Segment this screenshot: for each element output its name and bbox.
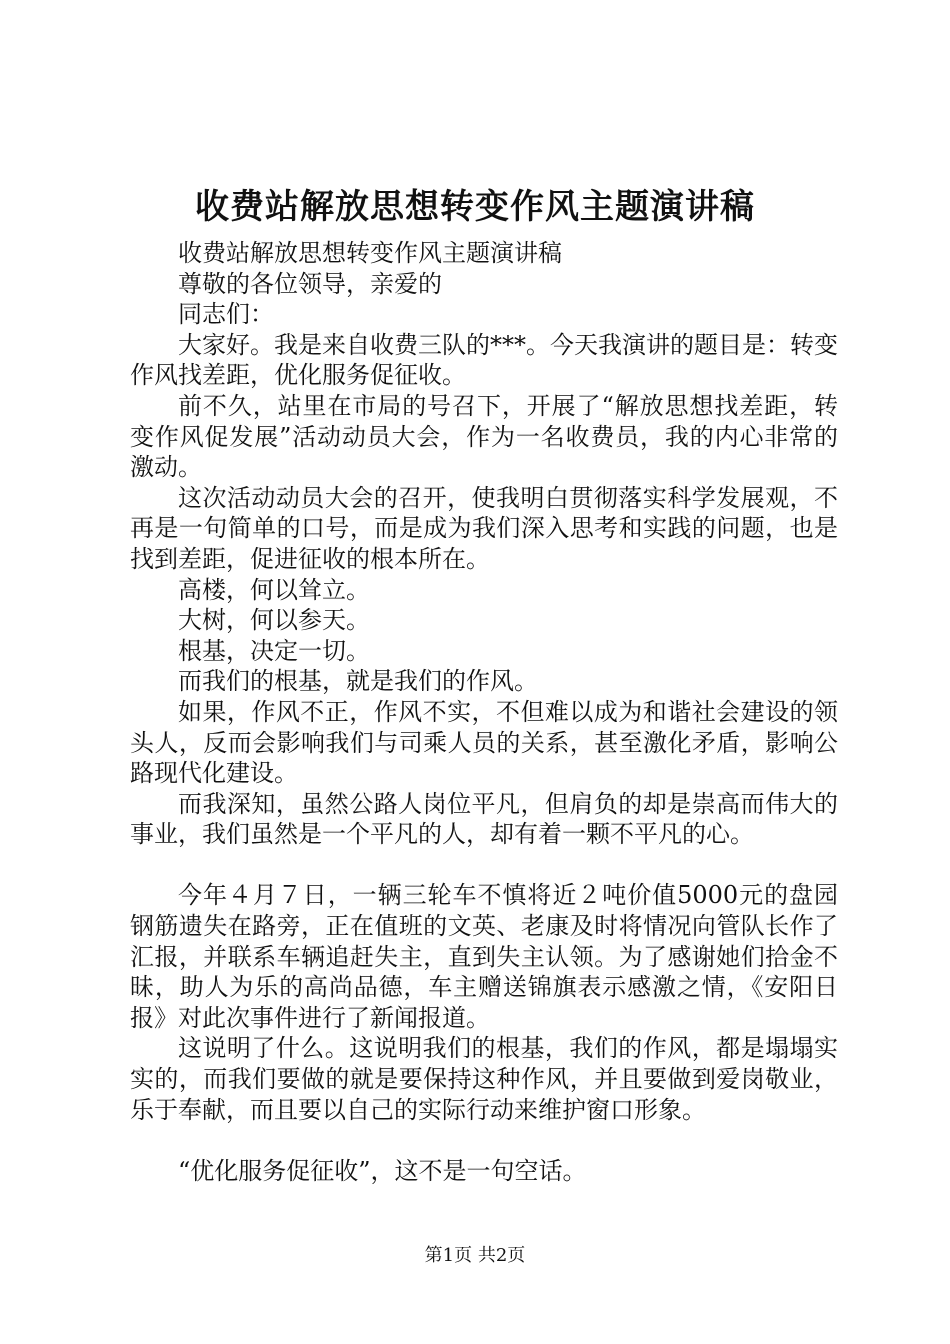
paragraph-4: 大家好。我是来自收费三队的***。今天我演讲的题目是：转变作风找差距，优化服务促征收。	[130, 330, 838, 390]
paragraph-15: “优化服务促征收”，这不是一句空话。	[178, 1156, 587, 1185]
paragraph-11: 如果，作风不正，作风不实，不但难以成为和谐社会建设的领头人，反而会影响我们与司乘人员的关系，甚至激化矛盾，影响公路现代化建设。	[130, 697, 838, 788]
document-body	[130, 238, 838, 1186]
paragraph-10: 而我们的根基，就是我们的作风。	[178, 667, 538, 696]
blank-line	[130, 1125, 838, 1156]
paragraph-8: 大树，何以参天。	[178, 606, 370, 635]
paragraph-3: 同志们：	[178, 300, 274, 329]
document-title: 收费站解放思想转变作风主题演讲稿	[195, 187, 755, 227]
paragraph-1: 收费站解放思想转变作风主题演讲稿	[178, 239, 562, 267]
paragraph-13: 今年４月７日，一辆三轮车不慎将近２吨价值5000元的盘园钢筋遗失在路旁，正在值班的文英、老康及时将情况向管队长作了汇报，并联系车辆追赶失主，直到失主认领。为了感谢她们拾金不昧，助人为乐的高尚品德，车主赠送锦旗表示感激之情，《安阳日报》对此次事件进行了新闻报道。	[130, 881, 838, 1032]
paragraph-14: 这说明了什么。这说明我们的根基，我们的作风，都是塌塌实实的，而我们要做的就是要保持这种作风，并且要做到爱岗敬业，乐于奉献，而且要以自己的实际行动来维护窗口形象。	[130, 1034, 838, 1124]
paragraph-12: 而我深知，虽然公路人岗位平凡，但肩负的却是崇高而伟大的事业，我们虽然是一个平凡的人，却有着一颗不平凡的心。	[130, 789, 838, 849]
page-footer: 第1页 共2页	[424, 1245, 526, 1266]
paragraph-2: 尊敬的各位领导，亲爱的	[178, 269, 442, 298]
paragraph-9: 根基，决定一切。	[178, 636, 370, 665]
paragraph-5: 前不久，站里在市局的号召下，开展了“解放思想找差距，转变作风促发展”活动动员大会，作为一名收费员，我的内心非常的激动。	[130, 391, 838, 482]
paragraph-7: 高楼，何以耸立。	[178, 575, 370, 604]
paragraph-6: 这次活动动员大会的召开，使我明白贯彻落实科学发展观，不再是一句简单的口号，而是成为我们深入思考和实践的问题，也是找到差距，促进征收的根本所在。	[130, 483, 838, 573]
blank-line	[130, 850, 838, 881]
